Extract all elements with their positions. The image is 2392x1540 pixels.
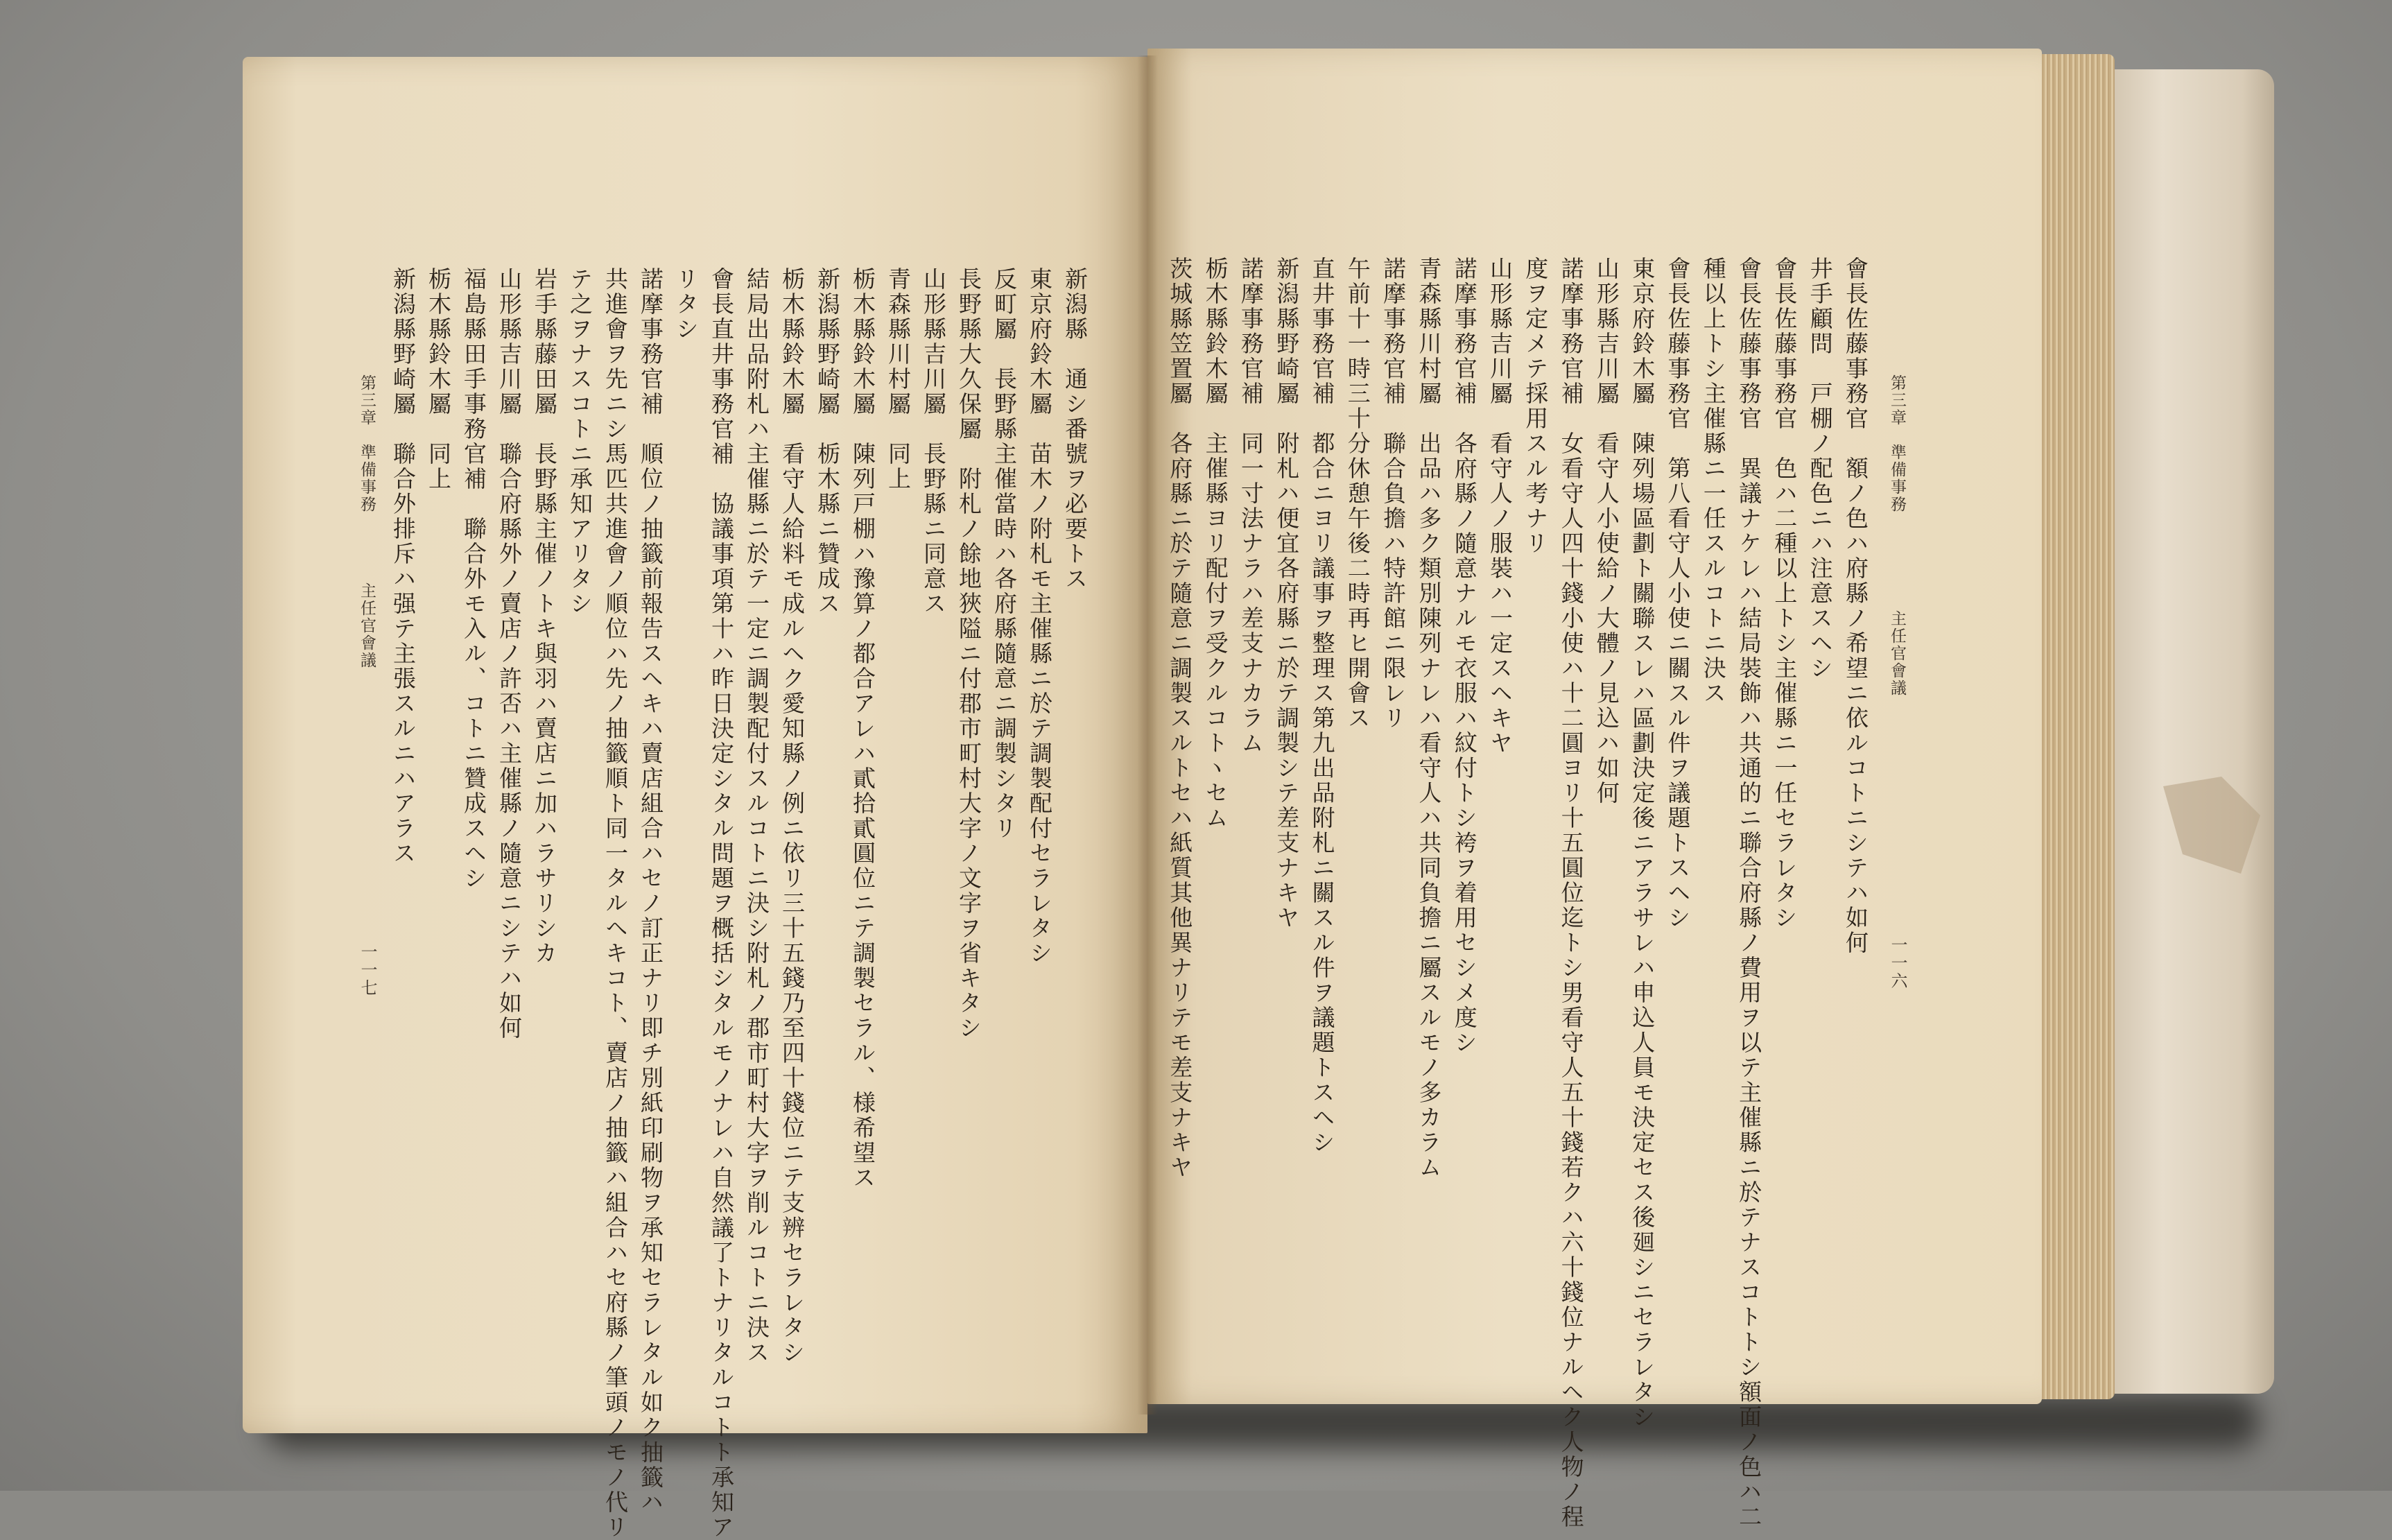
text-line: 青森縣川村屬 同上 [885, 267, 912, 492]
text-line: 午前十一時三十分休憩午後二時再ヒ開會ス [1344, 257, 1371, 731]
text-line: 栃木縣鈴木屬 看守人給料モ成ルヘク愛知縣ノ例ニ依リ三十五錢乃至四十錢位ニテ支辨セラレタシ [779, 267, 806, 1365]
text-line: 茨城縣笠置屬 各府縣ニ於テ隨意ニ調製スルトセハ紙質其他異ナリテモ差支ナキヤ [1166, 257, 1194, 1180]
text-line: 新潟縣野崎屬 栃木縣ニ贊成ス [814, 267, 841, 616]
text-line: 新潟縣野崎屬 聯合外排斥ハ强テ主張スルニハアラス [390, 267, 417, 866]
gutter [1137, 55, 1158, 1414]
text-line: 諾摩事務官補 女看守人四十錢小使ハ十二圓ヨリ十五圓位迄トシ男看守人五十錢若クハ六十錢位ナルヘク人物ノ程 [1557, 257, 1585, 1530]
text-line: 山形縣吉川屬 聯合府縣外ノ賣店ノ許否ハ主催縣ノ隨意ニシテハ如何 [496, 267, 523, 1041]
text-line: 山形縣吉川屬 長野縣ニ同意ス [920, 267, 947, 616]
text-line: 種以上トシ主催縣ニ一任スルコトニ決ス [1699, 257, 1727, 706]
text-line: 井手顧問 戸棚ノ配色ニハ注意スヘシ [1806, 257, 1834, 681]
text-line: 會長佐藤事務官 第八看守人小使ニ關スル件ヲ議題トスヘシ [1664, 257, 1692, 931]
text-line: 東京府鈴木屬 苗木ノ附札モ主催縣ニ於テ調製配付セラレタシ [1026, 267, 1053, 966]
right-header-section: 準備事務 [1888, 444, 1906, 513]
left-header-section: 準備事務 [358, 444, 376, 513]
text-line: 山形縣吉川屬 看守人ノ服裝ハ一定スヘキヤ [1487, 257, 1514, 756]
text-line: 諾摩事務官補 同一寸法ナラハ差支ナカラム [1237, 257, 1265, 756]
text-line: 山形縣吉川屬 看守人小使給ノ大體ノ見込ハ如何 [1593, 257, 1620, 806]
text-line: 共進會ヲ先ニシ馬匹共進會ノ順位ハ先ノ抽籤順ト同一タルヘキコト、賣店ノ抽籤ハ組合ハセ府縣ノ筆頭ノモノ代リ [602, 267, 629, 1540]
text-line: 青森縣川村屬 出品ハ多ク類別陳列ナレハ看守人ハ共同負擔ニ屬スルモノ多カラム [1415, 257, 1443, 1180]
text-line: 新潟縣野崎屬 附札ハ便宜各府縣ニ於テ調製シテ差支ナキヤ [1273, 257, 1301, 931]
text-line: 諾摩事務官補 各府縣ノ隨意ナルモ衣服ハ紋付トシ袴ヲ着用セシメ度シ [1450, 257, 1478, 1055]
text-line: 結局出品附札ハ主催縣ニ於テ一定ニ調製配付スルコトニ決シ附札ノ郡市町村大字ヲ削ルコトニ決ス [743, 267, 770, 1365]
text-line: 諾摩事務官補 聯合負擔ハ特許館ニ限レリ [1380, 257, 1407, 731]
text-line: 會長佐藤事務官 色ハ二種以上トシ主催縣ニ一任セラレタシ [1771, 257, 1799, 931]
text-line: 新潟縣 通シ番號ヲ必要トス [1061, 267, 1089, 591]
text-line: 東京府鈴木屬 陳列場區劃ト關聯スレハ區劃決定後ニアラサレハ申込人員モ決定セス後廻シニセラレタシ [1629, 257, 1656, 1430]
text-line: 會長佐藤事務官 異議ナケレハ結局裝飾ハ共通的ニ聯合府縣ノ費用ヲ以テ主催縣ニ於テナスコトトシ額面ノ色ハ二 [1735, 257, 1763, 1530]
text-line: 直井事務官補 都合ニヨリ議事ヲ整理ス第九出品附札ニ關スル件ヲ議題トスヘシ [1308, 257, 1336, 1155]
text-line: 栃木縣鈴木屬 陳列戸棚ハ豫算ノ都合アレハ貳拾貳圓位ニテ調製セラル、様希望ス [849, 267, 876, 1191]
right-header-chapter: 第三章 [1888, 374, 1906, 426]
text-line: 栃木縣鈴木屬 同上 [425, 267, 452, 492]
left-page-number: 一一七 [358, 943, 377, 997]
text-line: 度ヲ定メテ採用スル考ナリ [1522, 257, 1550, 556]
right-page-number: 一一六 [1888, 936, 1907, 990]
text-line: 會長佐藤事務官 額ノ色ハ府縣ノ希望ニ依ルコトニシテハ如何 [1842, 257, 1869, 955]
text-line: 岩手縣藤田屬 長野縣主催ノトキ與羽ハ賣店ニ加ハラサリシカ [531, 267, 558, 966]
back-cover [2115, 69, 2274, 1394]
left-header-topic: 主任官會議 [358, 582, 376, 669]
text-line: 諾摩事務官補 順位ノ抽籤前報告スヘキハ賣店組合ハセノ訂正ナリ即チ別紙印刷物ヲ承知セラレタル如ク抽籤ハ [637, 267, 664, 1515]
text-line: テ之ヲナスコトニ承知アリタシ [566, 267, 593, 616]
page-edges [2031, 54, 2115, 1399]
text-line: 長野縣大久保屬 附札ノ餘地狹隘ニ付郡市町村大字ノ文字ヲ省キタシ [955, 267, 982, 1041]
text-line: 反町屬 長野縣主催當時ハ各府縣隨意ニ調製シタリ [991, 267, 1018, 841]
text-line: リタシ [673, 267, 700, 342]
left-header-chapter: 第三章 [358, 374, 376, 426]
text-line: 福島縣田手事務官補 聯合外モ入ル、コトニ贊成スヘシ [460, 267, 487, 891]
right-header-topic: 主任官會議 [1888, 610, 1906, 697]
text-line: 栃木縣鈴木屬 主催縣ヨリ配付ヲ受クルコトヽセム [1202, 257, 1229, 831]
text-line: 會長直井事務官補 協議事項第十ハ昨日決定シタル問題ヲ概括シタルモノナレハ自然議了トナリタルコトト承知ア [708, 267, 735, 1540]
